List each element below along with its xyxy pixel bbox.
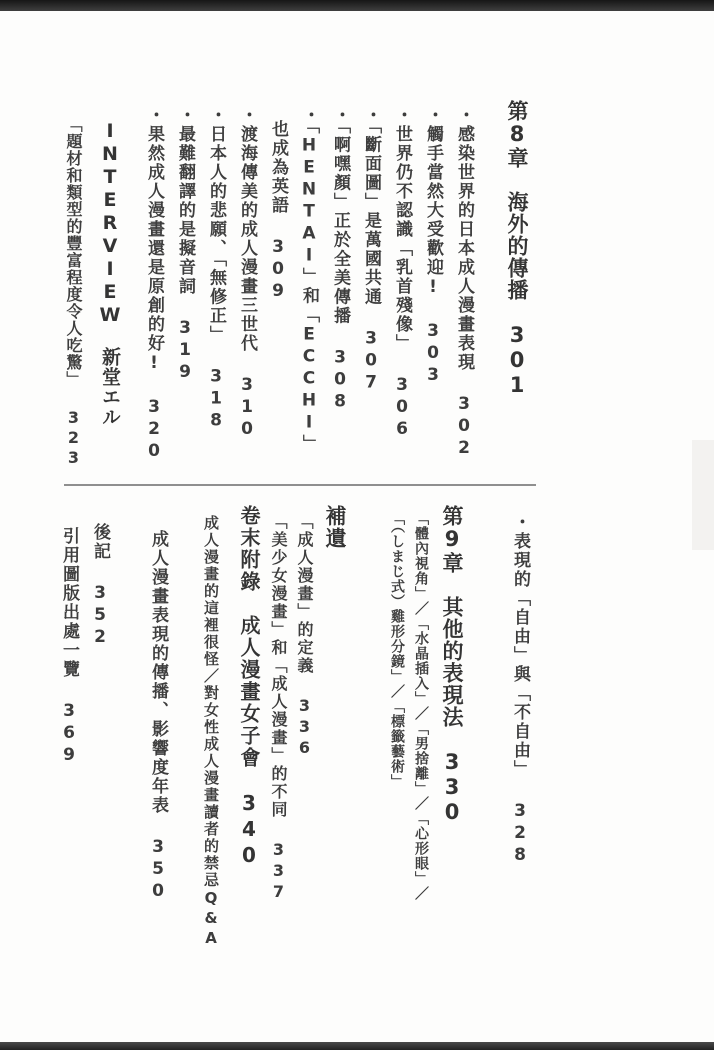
toc-section-chapter9 — [54, 505, 535, 1005]
toc-entry: ・最難翻譯的是擬音詞 319 — [175, 106, 195, 384]
interview-title: INTERVIEW 新堂エル — [99, 120, 121, 427]
appendix-title: 卷末附錄 成人漫畫女子會 340 — [237, 505, 261, 869]
toc-section-chapter8 — [58, 100, 535, 468]
page-divider-line — [64, 484, 536, 486]
toc-entry: 「成人漫畫」的定義 336 — [295, 513, 314, 759]
appendix-subtitle: 成人漫畫的這裡很怪／對女性成人漫畫讀者的禁忌Q&A — [202, 515, 220, 949]
toc-entry: ・「啊嘿顏」正於全美傳播 308 — [330, 106, 350, 414]
toc-entry: ・感染世界的日本成人漫畫表現 302 — [454, 106, 474, 460]
chapter9-subtitle: 「體內視角」／「水晶插入」／「男捨離」／「心形眼」／ — [413, 511, 429, 901]
toc-entry: ・「斷面圖」是萬國共通 307 — [361, 106, 381, 395]
toc-entry-credits: 引用圖版出處一覽 369 — [59, 527, 79, 767]
toc-entry: 成人漫畫表現的傳播、影響度年表 350 — [148, 530, 168, 903]
toc-entry: ・觸手當然大受歡迎! 303 — [423, 106, 443, 387]
toc-entry-continuation: 也成為英語 309 — [268, 120, 288, 303]
scan-edge-top — [0, 0, 714, 11]
toc-entry-afterword: 後記 352 — [90, 523, 110, 649]
toc-entry: ・渡海傳美的成人漫畫三世代 310 — [237, 106, 257, 441]
addendum-title: 補遺 — [323, 505, 347, 549]
chapter9-title: 第9章 其他的表現法 330 — [440, 505, 464, 825]
interview-quote: 「題材和類型的豐富程度令人吃驚」 323 — [64, 116, 83, 468]
chapter8-title: 第8章 海外的傳播 301 — [505, 100, 529, 398]
scan-shadow-right — [692, 440, 714, 550]
chapter9-subtitle: 「（しまじ式）雞形分鏡」／「標籤藝術」 — [389, 511, 405, 789]
toc-entry: ・日本人的悲願、「無修正」 318 — [206, 106, 226, 433]
toc-entry: ・世界仍不認識「乳首殘像」 306 — [392, 106, 412, 441]
toc-entry: ・「HENTAI」和「ECCHI」 — [299, 106, 319, 454]
scan-edge-bottom — [0, 1042, 714, 1050]
toc-entry: ・果然成人漫畫還是原創的好! 320 — [144, 106, 164, 463]
toc-entry: 「美少女漫畫」和「成人漫畫」的不同 337 — [269, 513, 288, 903]
toc-entry: ・表現的「自由」與「不自由」 328 — [510, 513, 530, 867]
